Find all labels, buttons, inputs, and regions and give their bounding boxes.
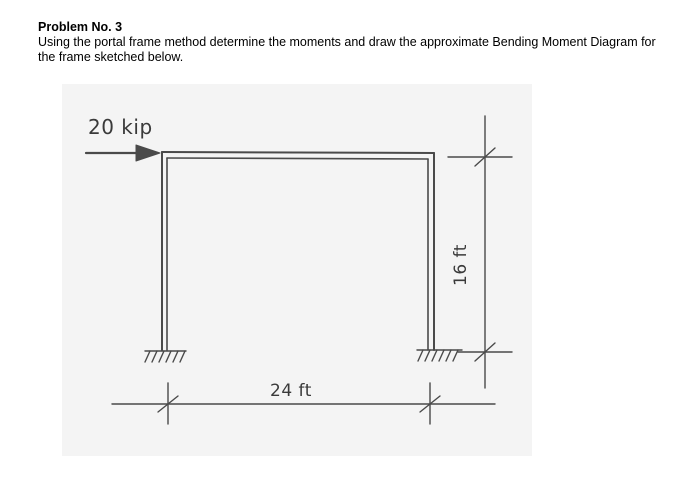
height-label: 16 ft bbox=[451, 244, 471, 286]
span-label: 24 ft bbox=[270, 381, 312, 401]
problem-title: Problem No. 3 bbox=[38, 20, 123, 34]
problem-line-2: the frame sketched below. bbox=[38, 50, 184, 64]
load-label: 20 kip bbox=[88, 115, 153, 139]
problem-line-1: Using the portal frame method determine the moments and draw the approximate Bending Moment Diagram for bbox=[38, 35, 656, 49]
